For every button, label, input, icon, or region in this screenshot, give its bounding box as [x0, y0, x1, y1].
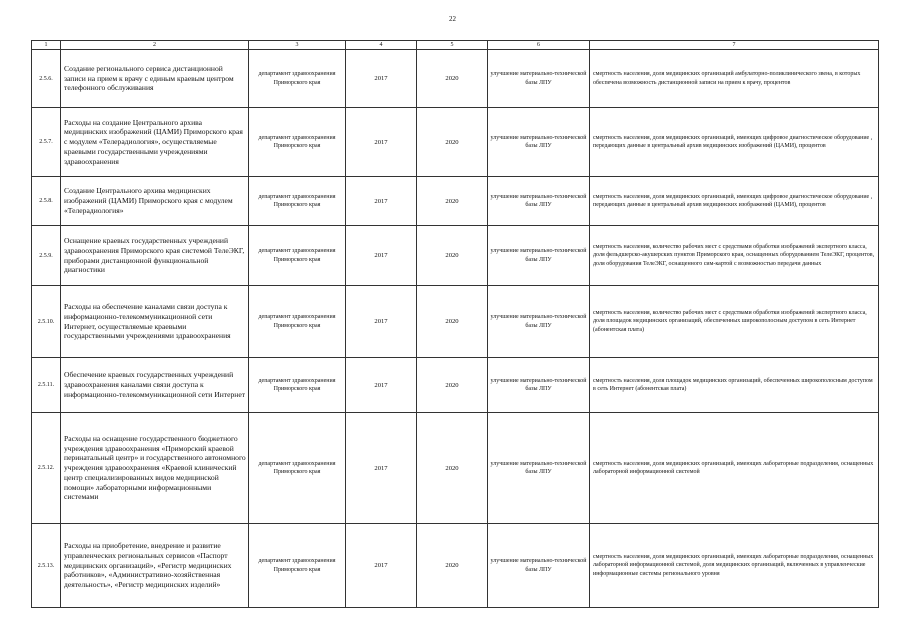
start-year: 2017	[346, 50, 417, 108]
indicators: смертность населения, доля медицинских организаций, имеющих лабораторные подразделения, оснащенных лабораторной информационной системой, доля медицинских организаций, включенных в управленческие информационные системы регионального уровня	[590, 524, 879, 608]
end-year: 2020	[417, 286, 488, 358]
row-number: 2.5.9.	[32, 226, 61, 286]
table-row	[32, 524, 879, 608]
end-year: 2020	[417, 177, 488, 226]
expected-result: улучшение материально-технической базы ЛПУ	[488, 226, 590, 286]
expected-result: улучшение материально-технической базы ЛПУ	[488, 286, 590, 358]
end-year: 2020	[417, 50, 488, 108]
header-row	[32, 41, 879, 50]
table-row	[32, 358, 879, 413]
executor: департамент здравоохранения Приморского края	[249, 50, 346, 108]
start-year: 2017	[346, 226, 417, 286]
table-row	[32, 286, 879, 358]
measure-name: Оснащение краевых государственных учреждений здравоохранения Приморского края системой ТелеЭКГ, приборами дистанционной функциональной диагностики	[61, 226, 249, 286]
row-number: 2.5.8.	[32, 177, 61, 226]
row-number: 2.5.11.	[32, 358, 61, 413]
executor: департамент здравоохранения Приморского края	[249, 177, 346, 226]
indicators: смертность населения, доля медицинских организаций амбулаторно-поликлинического звена, в которых обеспечена возможность дистанционной записи на прием к врачу, процентов	[590, 50, 879, 108]
row-number: 2.5.10.	[32, 286, 61, 358]
table-row	[32, 177, 879, 226]
measure-name: Расходы на создание Центрального архива медицинских изображений (ЦАМИ) Приморского края с модулем «Телерадиология», осуществляемые краевыми государственными учреждениями здравоохранения	[61, 108, 249, 177]
header-col-5: 5	[417, 41, 488, 50]
expected-result: улучшение материально-технической базы ЛПУ	[488, 524, 590, 608]
header-col-3: 3	[249, 41, 346, 50]
end-year: 2020	[417, 413, 488, 524]
expected-result: улучшение материально-технической базы ЛПУ	[488, 108, 590, 177]
table-row	[32, 226, 879, 286]
end-year: 2020	[417, 524, 488, 608]
row-number: 2.5.7.	[32, 108, 61, 177]
measure-name: Расходы на обеспечение каналами связи доступа к информационно-телекоммуникационной сети Интернет, осуществляемые краевыми государственными учреждениями здравоохранения	[61, 286, 249, 358]
executor: департамент здравоохранения Приморского края	[249, 413, 346, 524]
start-year: 2017	[346, 358, 417, 413]
indicators: смертность населения, количество рабочих мест с средствами обработки изображений экспертного класса, доля площадок медицинских организаций, обеспеченных широкополосным доступом в сеть Интернет (абонентская плата)	[590, 286, 879, 358]
executor: департамент здравоохранения Приморского края	[249, 286, 346, 358]
executor: департамент здравоохранения Приморского края	[249, 226, 346, 286]
indicators: смертность населения, доля медицинских организаций, имеющих цифровое диагностическое оборудование , передающих данные в центральный архив медицинских изображений (ЦАМИ), процентов	[590, 177, 879, 226]
header-col-2: 2	[61, 41, 249, 50]
start-year: 2017	[346, 413, 417, 524]
executor: департамент здравоохранения Приморского края	[249, 524, 346, 608]
indicators: смертность населения, доля медицинских организаций, имеющих лабораторные подразделения, оснащенных лабораторной информационной системой	[590, 413, 879, 524]
start-year: 2017	[346, 286, 417, 358]
measure-name: Обеспечение краевых государственных учреждений здравоохранения каналами связи доступа к информационно-телекоммуникационной сети Интернет	[61, 358, 249, 413]
table-row	[32, 413, 879, 524]
indicators: смертность населения, доля площадок медицинских организаций, обеспеченных широкополосным доступом в сеть Интернет (абонентская плата)	[590, 358, 879, 413]
expected-result: улучшение материально-технической базы ЛПУ	[488, 177, 590, 226]
row-number: 2.5.12.	[32, 413, 61, 524]
measure-name: Расходы на оснащение государственного бюджетного учреждения здравоохранения «Приморский краевой перинатальный центр» и государственного автономного учреждения здравоохранения «Краевой клинический центр специализированных видов медицинской помощи» лабораторными информационными системами	[61, 413, 249, 524]
executor: департамент здравоохранения Приморского края	[249, 108, 346, 177]
header-col-4: 4	[346, 41, 417, 50]
table-row	[32, 50, 879, 108]
measure-name: Создание Центрального архива медицинских изображений (ЦАМИ) Приморского края с модулем «Телерадиология»	[61, 177, 249, 226]
indicators: смертность населения, количество рабочих мест с средствами обработки изображений экспертного класса, доля фельдшерско-акушерских пунктов Приморского края, оснащенных оборудованием ТелеЭКГ, процентов, доля оборудования ТелеЭКГ, оснащенного сим-картой с возможностью передачи данных	[590, 226, 879, 286]
row-number: 2.5.6.	[32, 50, 61, 108]
header-col-1: 1	[32, 41, 61, 50]
expected-result: улучшение материально-технической базы ЛПУ	[488, 50, 590, 108]
header-col-7: 7	[590, 41, 879, 50]
measure-name: Создание регионального сервиса дистанционной записи на прием к врачу с единым краевым центром телефонного обслуживания	[61, 50, 249, 108]
start-year: 2017	[346, 108, 417, 177]
start-year: 2017	[346, 524, 417, 608]
program-measures-table	[31, 40, 879, 608]
measure-name: Расходы на приобретение, внедрение и развитие управленческих региональных сервисов «Паспорт медицинских организаций», «Регистр медицинских работников», «Административно-хозяйственная деятельность», «Регистр медицинских изделий»	[61, 524, 249, 608]
page-number: 22	[449, 15, 456, 23]
start-year: 2017	[346, 177, 417, 226]
end-year: 2020	[417, 226, 488, 286]
expected-result: улучшение материально-технической базы ЛПУ	[488, 358, 590, 413]
end-year: 2020	[417, 358, 488, 413]
expected-result: улучшение материально-технической базы ЛПУ	[488, 413, 590, 524]
table-row	[32, 108, 879, 177]
header-col-6: 6	[488, 41, 590, 50]
row-number: 2.5.13.	[32, 524, 61, 608]
end-year: 2020	[417, 108, 488, 177]
indicators: смертность населения, доля медицинских организаций, имеющих цифровое диагностическое оборудование , передающих данные в центральный архив медицинских изображений (ЦАМИ), процентов	[590, 108, 879, 177]
executor: департамент здравоохранения Приморского края	[249, 358, 346, 413]
